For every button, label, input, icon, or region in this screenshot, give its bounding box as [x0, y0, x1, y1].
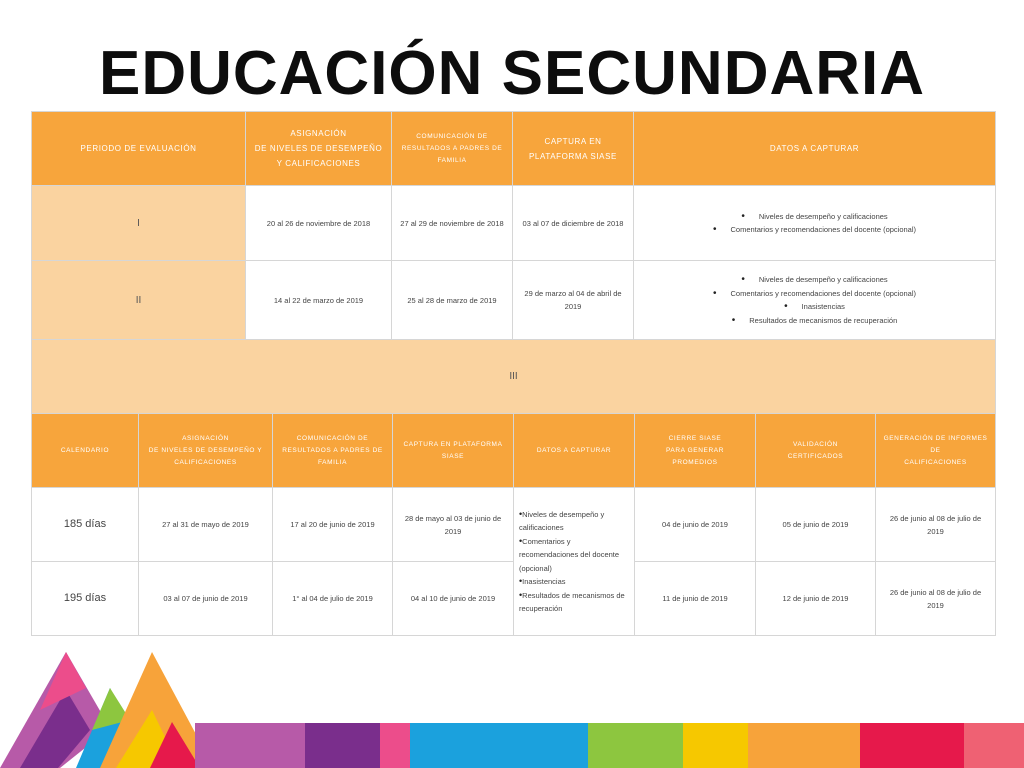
header-line: RESULTADOS A PADRES DE	[282, 446, 383, 454]
comunicacion-cell: 1° al 04 de julio de 2019	[273, 562, 393, 636]
header-comunicacion	[392, 112, 513, 186]
header-generacion	[876, 414, 996, 488]
period-cell: II	[32, 261, 246, 340]
captura-cell: 29 de marzo al 04 de abril de 2019	[513, 261, 634, 340]
captura-cell: 03 al 07 de diciembre de 2018	[513, 186, 634, 261]
stripe	[860, 723, 964, 768]
header-comunicacion	[273, 414, 393, 488]
header-line: CALIFICACIONES	[174, 458, 237, 466]
asignacion-cell: 14 al 22 de marzo de 2019	[246, 261, 392, 340]
datos-cell	[514, 488, 635, 636]
stripe	[410, 723, 588, 768]
stripe	[195, 723, 305, 768]
list-item: • Comentarios y recomendaciones del docente (opcional)	[519, 535, 629, 576]
cierre-cell: 04 de junio de 2019	[635, 488, 756, 562]
header-datos: DATOS A CAPTURAR	[634, 112, 996, 186]
calendario-cell: 195 días	[32, 562, 139, 636]
period-iii-table	[31, 413, 996, 636]
header-line: CIERRE SIASE	[668, 434, 722, 442]
table-header-row	[32, 414, 996, 488]
table-header-row	[32, 112, 996, 186]
header-line: SIASE	[441, 452, 465, 460]
header-line: CAPTURA EN PLATAFORMA	[403, 440, 503, 448]
stripe	[380, 723, 410, 768]
table-row	[32, 488, 996, 562]
header-captura	[513, 112, 634, 186]
calendario-cell: 185 días	[32, 488, 139, 562]
header-line: ASIGNACIÓN	[290, 129, 347, 138]
header-cierre	[635, 414, 756, 488]
header-line: CERTIFICADOS	[787, 452, 844, 460]
generacion-cell: 26 de junio al 08 de julio de 2019	[876, 488, 996, 562]
period-cell: I	[32, 186, 246, 261]
header-line: FAMILIA	[437, 156, 467, 164]
header-line: PROMEDIOS	[672, 458, 718, 466]
header-line: DE	[930, 446, 941, 454]
datos-list	[639, 273, 990, 327]
header-line: PARA GENERAR	[665, 446, 724, 454]
comunicacion-cell: 25 al 28 de marzo de 2019	[392, 261, 513, 340]
table-row	[32, 261, 996, 340]
page-title: EDUCACIÓN SECUNDARIA	[98, 39, 926, 108]
evaluation-periods-table	[31, 111, 996, 414]
cierre-cell: 11 de junio de 2019	[635, 562, 756, 636]
list-item: • Niveles de desempeño y calificaciones	[639, 210, 990, 224]
captura-cell: 28 de mayo al 03 de junio de 2019	[393, 488, 514, 562]
table-row	[32, 340, 996, 414]
header-asignacion	[246, 112, 392, 186]
list-item: • Resultados de mecanismos de recuperación	[639, 314, 990, 328]
header-line: Y CALIFICACIONES	[276, 159, 361, 168]
header-line: DE NIVELES DE DESEMPEÑO Y	[148, 446, 263, 454]
header-line: ASIGNACIÓN	[182, 434, 229, 442]
table-row	[32, 186, 996, 261]
header-line: COMUNICACIÓN DE	[416, 132, 488, 140]
header-line: GENERACIÓN DE INFORMES	[883, 434, 988, 442]
stripe	[305, 723, 380, 768]
header-line: COMUNICACIÓN DE	[296, 434, 369, 442]
list-item: • Inasistencias	[639, 300, 990, 314]
datos-list	[639, 210, 990, 237]
asignacion-cell: 03 al 07 de junio de 2019	[139, 562, 273, 636]
list-item: • Resultados de mecanismos de recuperación	[519, 589, 629, 616]
stripe	[964, 723, 1024, 768]
header-line: CAPTURA EN	[544, 136, 602, 146]
list-item: • Comentarios y recomendaciones del docente (opcional)	[639, 223, 990, 237]
color-stripes	[0, 723, 1024, 768]
list-item: • Comentarios y recomendaciones del docente (opcional)	[639, 287, 990, 301]
header-line: PLATAFORMA SIASE	[529, 151, 617, 161]
datos-cell	[634, 261, 996, 340]
header-line: FAMILIA	[317, 458, 348, 466]
asignacion-cell: 27 al 31 de mayo de 2019	[139, 488, 273, 562]
header-calendario: CALENDARIO	[32, 414, 139, 488]
list-item: • Inasistencias	[519, 575, 629, 589]
generacion-cell: 26 de junio al 08 de julio de 2019	[876, 562, 996, 636]
asignacion-cell: 20 al 26 de noviembre de 2018	[246, 186, 392, 261]
stripe	[748, 723, 860, 768]
datos-list	[519, 508, 629, 616]
header-datos: DATOS A CAPTURAR	[514, 414, 635, 488]
list-item: • Niveles de desempeño y calificaciones	[639, 273, 990, 287]
header-line: VALIDACIÓN	[793, 440, 838, 448]
header-line: DE NIVELES DE DESEMPEÑO	[254, 144, 383, 153]
datos-cell	[634, 186, 996, 261]
comunicacion-cell: 17 al 20 de junio de 2019	[273, 488, 393, 562]
validacion-cell: 05 de junio de 2019	[756, 488, 876, 562]
header-asignacion	[139, 414, 273, 488]
header-line: RESULTADOS A PADRES DE	[401, 144, 503, 152]
header-line: CALIFICACIONES	[904, 458, 967, 466]
header-captura	[393, 414, 514, 488]
stripe	[588, 723, 683, 768]
header-validacion	[756, 414, 876, 488]
stripe	[683, 723, 748, 768]
header-periodo: PERIODO DE EVALUACIÓN	[32, 112, 246, 186]
comunicacion-cell: 27 al 29 de noviembre de 2018	[392, 186, 513, 261]
captura-cell: 04 al 10 de junio de 2019	[393, 562, 514, 636]
list-item: • Niveles de desempeño y calificaciones	[519, 508, 629, 535]
period-iii-cell: III	[32, 340, 996, 414]
validacion-cell: 12 de junio de 2019	[756, 562, 876, 636]
